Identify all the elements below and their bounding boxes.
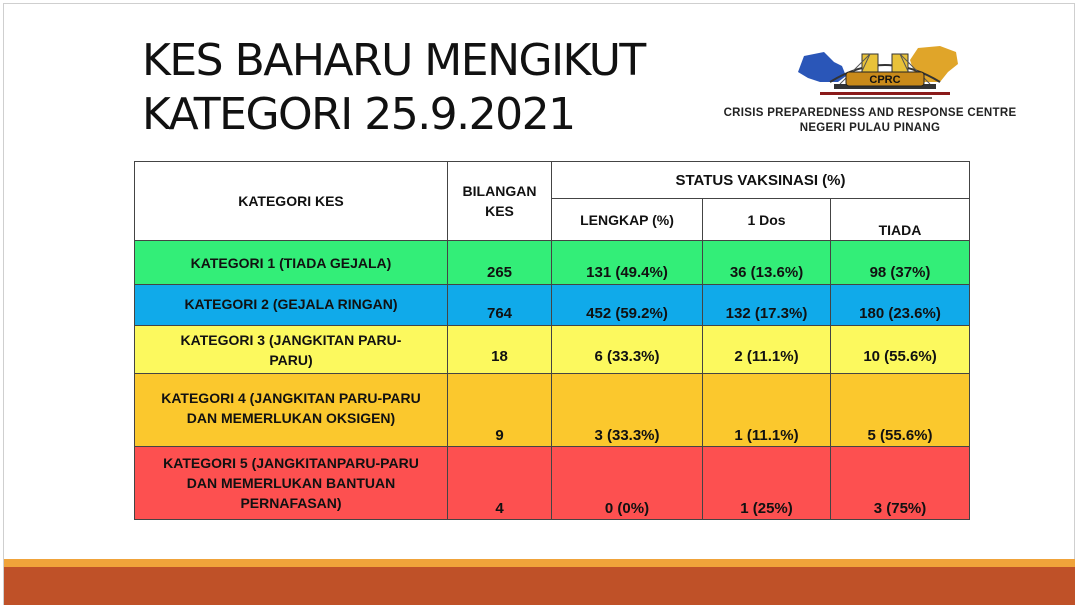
header-none: TIADA	[831, 199, 970, 241]
one-dose-cell: 36 (13.6%)	[703, 241, 831, 285]
cprc-logo	[790, 42, 980, 110]
org-line-1: CRISIS PREPAREDNESS AND RESPONSE CENTRE	[723, 107, 1017, 119]
category-cell: KATEGORI 1 (TIADA GEJALA)	[135, 241, 448, 285]
category-line: KATEGORI 4 (JANGKITAN PARU-PARU	[161, 390, 421, 406]
table-row	[135, 374, 970, 447]
one-dose-cell: 132 (17.3%)	[703, 285, 831, 326]
none-cell: 10 (55.6%)	[831, 326, 970, 374]
complete-cell: 6 (33.3%)	[552, 326, 703, 374]
one-dose-cell: 1 (11.1%)	[703, 374, 831, 447]
header-category: KATEGORI KES	[135, 162, 448, 241]
table-row	[135, 447, 970, 520]
category-cell	[135, 374, 448, 447]
category-line: DAN MEMERLUKAN OKSIGEN)	[186, 410, 396, 426]
category-cell	[135, 326, 448, 374]
count-cell: 4	[448, 447, 552, 520]
title-line-1: KES BAHARU MENGIKUT	[142, 35, 645, 86]
header-count: BILANGAN KES	[448, 162, 552, 241]
category-line: PERNAFASAN)	[240, 495, 342, 511]
category-cell: KATEGORI 2 (GEJALA RINGAN)	[135, 285, 448, 326]
category-line: KATEGORI 5 (JANGKITANPARU-PARU	[163, 455, 419, 471]
table-row	[135, 285, 970, 326]
title-line-2: KATEGORI 25.9.2021	[142, 89, 575, 140]
logo-text: CPRC	[869, 74, 901, 86]
table-row	[135, 241, 970, 285]
organization-name	[700, 106, 1040, 136]
page-title	[142, 34, 645, 142]
none-cell: 98 (37%)	[831, 241, 970, 285]
footer-band-thick	[4, 567, 1075, 605]
category-line: DAN MEMERLUKAN BANTUAN	[186, 475, 396, 491]
count-cell: 18	[448, 326, 552, 374]
category-line: PARU)	[269, 351, 313, 368]
complete-cell: 131 (49.4%)	[552, 241, 703, 285]
category-line: KATEGORI 3 (JANGKITAN PARU-	[180, 331, 402, 348]
header-vaccination-status: STATUS VAKSINASI (%)	[552, 162, 970, 199]
table-header-row	[135, 162, 970, 199]
none-cell: 180 (23.6%)	[831, 285, 970, 326]
cases-by-category-table	[134, 161, 970, 520]
org-line-2: NEGERI PULAU PINANG	[799, 122, 941, 134]
header-one-dose: 1 Dos	[703, 199, 831, 241]
none-cell: 5 (55.6%)	[831, 374, 970, 447]
count-cell: 764	[448, 285, 552, 326]
header-complete: LENGKAP (%)	[552, 199, 703, 241]
one-dose-cell: 2 (11.1%)	[703, 326, 831, 374]
complete-cell: 0 (0%)	[552, 447, 703, 520]
table-row	[135, 326, 970, 374]
count-cell: 9	[448, 374, 552, 447]
complete-cell: 3 (33.3%)	[552, 374, 703, 447]
none-cell: 3 (75%)	[831, 447, 970, 520]
one-dose-cell: 1 (25%)	[703, 447, 831, 520]
category-cell	[135, 447, 448, 520]
count-cell: 265	[448, 241, 552, 285]
complete-cell: 452 (59.2%)	[552, 285, 703, 326]
footer-band-thin	[4, 559, 1075, 567]
